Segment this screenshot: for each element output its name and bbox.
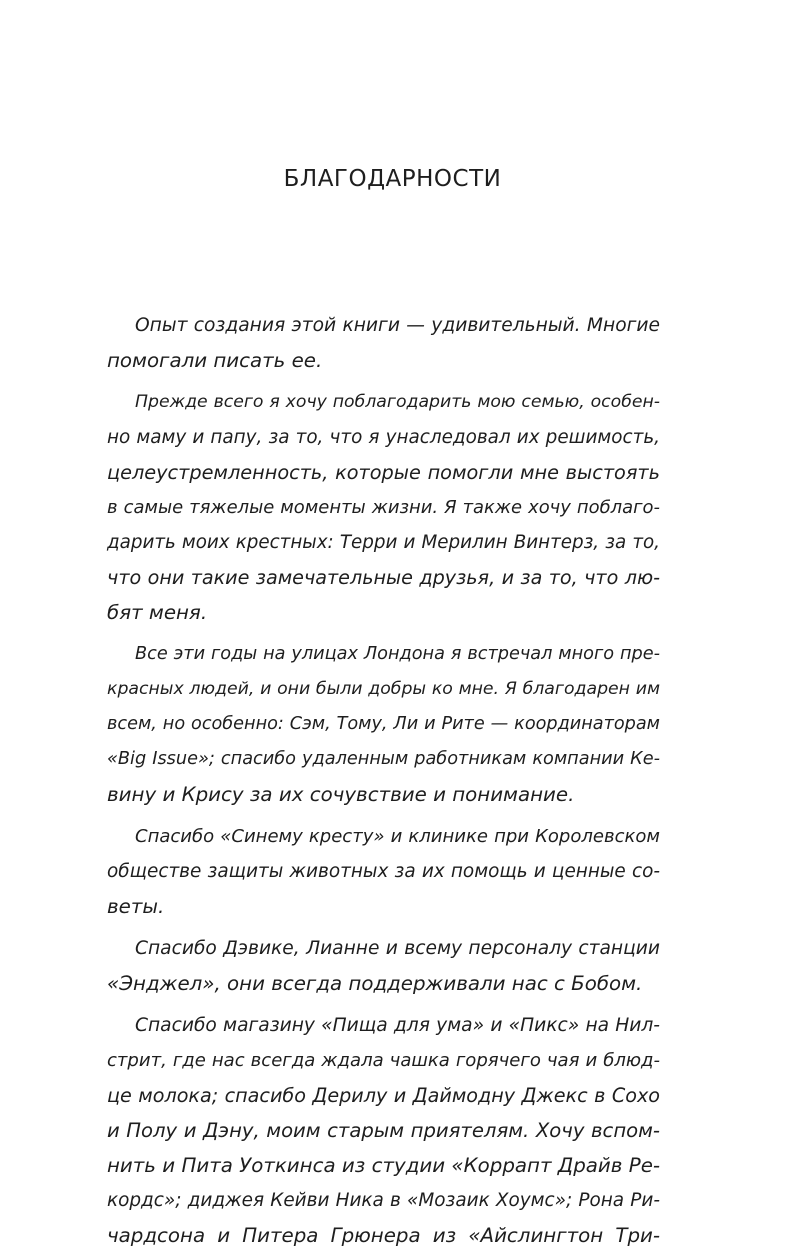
text-line: что они такие замечательные друзья, и за то, что лю- [107, 566, 660, 589]
text-line: чардсона и Питера Грюнера из «Айслингтон Три- [107, 1224, 660, 1247]
text-line: Опыт создания этой книги — удивительный. Многие [135, 315, 660, 336]
text-line: Спасибо «Синему кресту» и клинике при Королевском [135, 826, 660, 847]
page-title: БЛАГОДАРНОСТИ [283, 166, 502, 192]
text-line: но маму и папу, за то, что я унаследовал их решимость, [107, 427, 660, 448]
acknowledgements-text [107, 308, 660, 1253]
text-line: в самые тяжелые моменты жизни. Я также хочу поблаго- [107, 497, 660, 518]
text-line: красных людей, и они были добры ко мне. Я благодарен им [107, 679, 660, 699]
text-line: «Big Issue»; спасибо удаленным работникам компании Ке- [107, 749, 660, 769]
text-line: вину и Крису за их сочувствие и понимание. [107, 783, 575, 806]
text-line: всем, но особенно: Сэм, Тому, Ли и Рите — координаторам [107, 714, 660, 734]
text-line: целеустремленность, которые помогли мне выстоять [107, 461, 660, 484]
text-line: стрит, где нас всегда ждала чашка горячего чая и блюд- [107, 1050, 660, 1071]
text-line: Прежде всего я хочу поблагодарить мою семью, особен- [135, 392, 660, 412]
text-line: обществе защиты животных за их помощь и ценные со- [107, 861, 660, 882]
text-line: Все эти годы на улицах Лондона я встречал много пре- [135, 644, 660, 664]
text-line: нить и Пита Уоткинса из студии «Коррапт Драйв Ре- [107, 1154, 660, 1177]
text-line: помогали писать ее. [107, 349, 323, 372]
text-line: Спасибо магазину «Пища для ума» и «Пикс» на Нил- [135, 1015, 660, 1036]
text-line: кордс»; диджея Кейви Ника в «Мозаик Хоумс»; Рона Ри- [107, 1190, 660, 1211]
text-line: Спасибо Дэвике, Лианне и всему персоналу станции [135, 938, 660, 959]
text-line: и Полу и Дэну, моим старым приятелям. Хочу вспом- [107, 1119, 660, 1142]
text-line: це молока; спасибо Дерилу и Даймодну Джекс в Сохо [107, 1084, 660, 1107]
text-line: «Энджел», они всегда поддерживали нас с Бобом. [107, 972, 643, 995]
text-line: бят меня. [107, 601, 208, 624]
text-line: веты. [107, 895, 165, 918]
text-line: дарить моих крестных: Терри и Мерилин Винтерз, за то, [107, 532, 660, 553]
